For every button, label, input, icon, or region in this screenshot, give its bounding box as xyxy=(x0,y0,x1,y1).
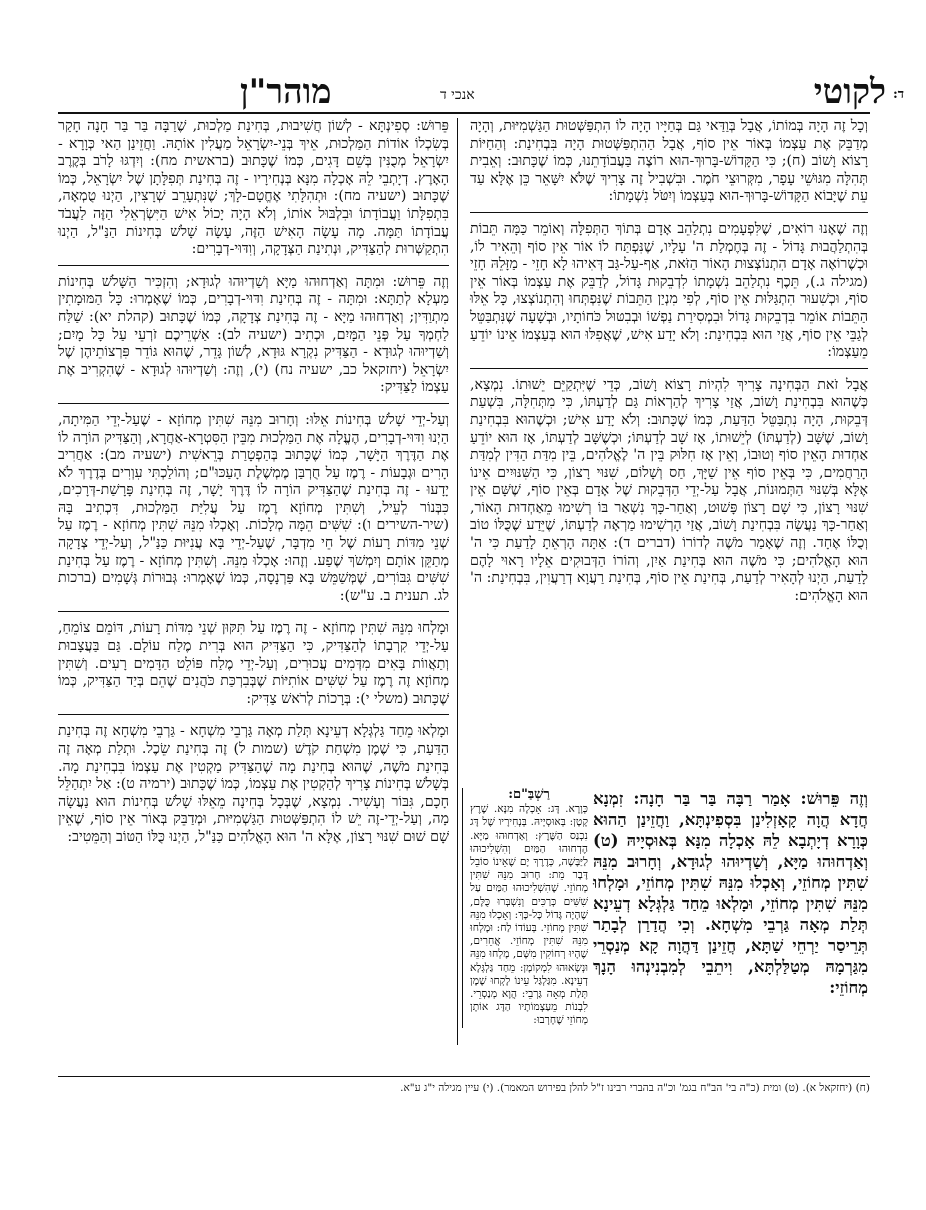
commentary-text: כְּוָרָא. דָּג: אָכְלָה מִנָּא. שֶׁרֶץ קָטָן: בְּאוּסְיָיהּ. בְּנְחִירָיו שֶׁל דָּג נִכְנַס הַשֶּׁרֶץ: וְאַדְחוּהוּ מַיָּא. הֶדְחוּהוּ הַמַּיִם וְהִשְׁלִיכוּהוּ לַיַּבָּשָׁה, כְּדֶרֶךְ יָם שֶׁאֵינוֹ סוֹבֵל דָּבָר מֵת: חָרוּב מִנֵּהּ שִׁתִּין מְחוֹזֵי. שֶׁהִשְׁלִיכוּהוּ הַמַּיִם עַל שִׁשִּׁים כְּרַכִּים וְנִשְׁבְּרוּ כֻּלָּם, שֶׁהָיָה גָּדוֹל כָּל-כָּךְ: וְאָכְלוּ מִנֵּהּ שִׁתִּין מְחוֹזֵי. בְּעוֹדוֹ לַח: וּמָלְחוּ מִנֵּהּ שִׁתִּין מְחוֹזֵי. אֲחֵרִים, שֶׁהָיוּ רְחוֹקִין מִשָּׁם, מָלְחוּ מִנֵּהּ וּנְשָׂאוּהוּ לִמְקוֹמָן: מֵחַד גַּלְגְּלָא דְעֵינָא. מִגַּלְגַּל עֵינוֹ לָקְחוּ שֶׁמֶן תְּלַת מְאָה גַּרְבֵי: הֲוָא מְנַסְרֵי. לִבְנוֹת מֵעַצְמוֹתָיו הַדָּג אוֹתָן מְחוֹזֵי שֶׁחָרְבוּ: xyxy=(470,803,588,1027)
paragraph-divider xyxy=(58,714,449,715)
footnotes: (ח) (יחזקאל א). (ט) ומית (כ"ה בי' הב"ח בגמ' וכ"ה בהברי רבינו ז"ל להלן בפירוש המאמר). (י) עיין מגילה י"ג ע"א. xyxy=(400,1082,870,1094)
page-number: ד: xyxy=(892,87,904,102)
footnote-rule xyxy=(58,1076,870,1077)
paragraph: וְכָל זֶה הָיָה בְּמוֹתוֹ, אֲבָל בְּוַדַּאי גַּם בְּחַיָּיו הָיָה לוֹ הִתְפַּשְּׁטוּת הַגַּשְׁמִיּוּת, וְהָיָה מְדַבֵּק אֶת עַצְמוֹ בְּאוֹר אֵין סוֹף, אֲבָל הַהִתְפַּשְּׁטוּת הָיָה בִּבְחִינַת: וְהַחַיּוֹת רָצוֹא וָשׁוֹב (ח); כִּי הַקָּדוֹשׁ-בָּרוּךְ-הוּא רוֹצֶה בַּעֲבוֹדָתֵנוּ, כְּמוֹ שֶׁכָּתוּב: וְאֵבִית תְּהִלָּה מִגּוּשֵׁי עָפָר, מִקְּרוּצֵי חֹמֶר. וּבִשְׁבִיל זֶה צָרִיךְ שֶׁלֹּא יִשָּׁאֵר כֵּן אֶלָּא עַד עֵת שֶׁיָּבוֹא הַקָּדוֹשׁ-בָּרוּךְ-הוּא בְּעַצְמוֹ וְיִטֹּל נִשְׁמָתוֹ: xyxy=(470,118,868,205)
running-title-left: מוהר"ן xyxy=(240,72,332,112)
paragraph: אֲבָל זֹאת הַבְּחִינָה צָרִיךְ לִהְיוֹת רָצוֹא וָשׁוֹב, כְּדֵי שֶׁיִּתְקַיֵּם יֵשׁוּתוֹ. נִמְצָא, כְּשֶׁהוּא בִּבְחִינַת וָשׁוֹב, אֲזַי צָרִיךְ לְהַרְאוֹת גַּם לְדַעְתּוֹ, כִּי מִתְּחִלָּה, בִּשְׁעַת דְּבֵקוּת, הָיָה נִתְבַּטֵּל הַדַּעַת, כְּמוֹ שֶׁכָּתוּב: וְלֹא יָדַע אִישׁ; וּכְשֶׁהוּא בִּבְחִינַת וָשׁוֹב, שֶׁשָּׁב (לְדַעְתּוֹ) לְיֵשׁוּתוֹ, אָז שָׁב לְדַעְתּוֹ; וּכְשֶׁשָּׁב לְדַעְתּוֹ, אָז הוּא יוֹדֵעַ אַחְדוּת הָאֵין סוֹף וְטוּבוֹ, וְאֵין אָז חִלּוּק בֵּין ה' לֶאֱלֹהִים, בֵּין מִדַּת הַדִּין לְמִדַּת הָרַחֲמִים, כִּי בְּאֵין סוֹף אֵין שַׁיָּךְ, חַס וְשָׁלוֹם, שִׁנּוּי רָצוֹן, כִּי הַשִּׁנּוּיִים אֵינוֹ אֶלָּא בְּשִׁנּוּי הַתְּמוּנוֹת, אֲבָל עַל-יְדֵי הַדְּבֵקוּת שֶׁל אָדָם בְּאֵין סוֹף, שֶׁשָּׁם אֵין שִׁנּוּי רָצוֹן, כִּי שָׁם רָצוֹן פָּשׁוּט, וְאַחַר-כָּךְ נִשְׁאַר בּוֹ רְשִׁימוּ מֵאַחְדוּת הָאוֹר, וְאַחַר-כָּךְ נַעֲשָׂה בִּבְחִינַת וָשׁוֹב, אֲזַי הָרְשִׁימוּ מַרְאָה לְדַעְתּוֹ, שֶׁיֵּדַע שֶׁכֻּלּוֹ טוֹב וְכֻלּוֹ אֶחָד. וְזֶה שֶׁאָמַר מֹשֶׁה לְדוֹרוֹ (דברים ד): אַתָּה הָרְאֵתָ לָדַעַת כִּי ה' הוּא הָאֱלֹהִים; כִּי מֹשֶׁה הוּא בְּחִינַת אַיִן, וְהוֹרוֹ הַדְּבוּקִים אֵלָיו רָאוּי לָהֶם לָדַעַת, הַיְנוּ לְהָאִיר לְדַעַת, בְּחִינַת אֵין סוֹף, בְּחִינַת רַעֲוָא דְרַעֲוִין, בִּבְחִינַת: ה' הוּא הָאֱלֹהִים: xyxy=(470,376,868,604)
section-label: אנכי ד xyxy=(440,87,475,103)
paragraph-divider xyxy=(58,403,449,404)
paragraph-divider xyxy=(58,611,449,612)
right-column xyxy=(470,118,868,611)
paragraph-divider xyxy=(58,265,449,266)
paragraph-divider xyxy=(470,368,868,369)
paragraph: וְעַל-יְדֵי שָׁלֹשׁ בְּחִינוֹת אֵלּוּ: וְחָרוּב מִנֵּהּ שִׁתִּין מְחוֹזָא - שֶׁעַל-יְדֵי הַמִּיתָה, הַיְנוּ וִדּוּי-דְבָרִים, הֶעֱלָה אֶת הַמַּלְכוּת מִבֵּין הַסִּטְרָא-אַחֲרָא, וְהַצַּדִּיק הוֹרָה לוֹ אֶת הַדֶּרֶךְ הַיָּשָׁר, כְּמוֹ שֶׁכָּתוּב בְּהַפְטָרַת בְּרֵאשִׁית (ישעיה מב): אַחֲרִיב הָרִים וּגְבָעוֹת - רֶמֶז עַל חֻרְבַּן מֶמְשֶׁלֶת הָעַכּוּ"ם; וְהוֹלַכְתִּי עִוְרִים בְּדֶרֶךְ לֹא יָדָעוּ - זֶה בְּחִינַת שֶׁהַצַּדִּיק הוֹרָה לוֹ דֶּרֶךְ יָשָׁר, זֶה בְּחִינַת פָּרָשַׁת-דְּרָכִים, כִּבְּנוֹר לְעֵיל, וְשִׁתִּין מְחוֹזָא רֶמֶז עַל עֲלִיַּת הַמַּלְכוּת, דִּכְתִיב בָּהּ (שיר-השירים ו): שִׁשִּׁים הֵמָּה מְלָכוֹת. וְאָכְלוּ מִנֵּהּ שִׁתִּין מְחוֹזָא - רֶמֶז עַל שְׁנֵי מִדּוֹת רָעוֹת שֶׁל חֵי מִדְבָּר, שֶׁעַל-יְדֵי בָּא עֲנִיּוּת כַּנַּ"ל, וְעַל-יְדֵי צְדָקָה מְתַקֵּן אוֹתָם וְיִמְשֹׁךְ שֶׁפַע. וְזֶהוּ: אָכְלוּ מִנֵּהּ. וְשִׁתִּין מְחוֹזָא - רֶמֶז עַל בְּחִינַת שִׁשִּׁים גִּבּוֹרִים, שֶׁמְּשַׁמֵּשׁ בָּא פַּרְנָסָה, כְּמוֹ שֶׁאָמְרוּ: גְּבוּרוֹת גְּשָׁמִים (ברכות לג. תענית ב. ע"ש): xyxy=(58,411,449,604)
talmud-quote-block: וְזֶה פֵּרוּשׁ: אָמַר רַבָּה בַּר בַּר חָנָה: זִמְנָא חֲדָא הֲוָה קָאָזְלִינַן בִּסְפִינְתָּא, וַחֲזֵינַן הַהוּא כְּוָרָא דְיָתְבָא לֵהּ אָכְלָה מִנָּא בְּאוּסְיָיהּ (ט) וְאַדְחוּהוּ מַיָּא, וְשַׁדְיוּהוּ לְגוּדָא, וְחָרוּב מִנֵּהּ שִׁתִּין מְחוֹזֵי, וְאָכְלוּ מִנֵּהּ שִׁתִּין מְחוֹזֵי, וּמָלְחוּ מִנֵּהּ שִׁתִּין מְחוֹזֵי, וּמָלְאוּ מֵחַד גַּלְגְּלָא דְעֵינָא תְּלַת מְאָה גַּרְבֵי מִשְׁחָא. וְכִי הֲדַרַן לְבָתַר תְּרֵיסַר יַרְחֵי שַׁתָּא, חֲזֵינַן דַּהֲוָה קָא מְנַסְרֵי מִגַּרְמָהּ מְטַלַּלְתָּא, וִיתֵבֵי לְמִבְנִינְהוּ הָנָךְ מְחוֹזֵי: xyxy=(593,789,868,997)
commentary-title: רַשְׁבַּ"ם: xyxy=(508,787,550,802)
header-rule xyxy=(58,112,870,114)
running-title-right: לקוטי xyxy=(813,72,886,112)
paragraph-divider xyxy=(470,212,868,213)
paragraph: וּמָלְאוּ מֵחַד גַּלְגְּלָא דְעֵינָא תְּלַת מְאָה גַּרְבֵי מִשְׁחָא - גַּרְבֵי מִשְׁחָא זֶה בְּחִינַת הַדַּעַת, כִּי שֶׁמֶן מִשְׁחַת קֹדֶשׁ (שמות ל) זֶה בְּחִינַת שֵׂכֶל. וּתְלַת מְאָה זֶה בְּחִינַת מֹשֶׁה, שֶׁהוּא בְּחִינַת מָה שֶׁהַצַּדִּיק מַקְטִין אֶת עַצְמוֹ בִּבְחִינַת מָה. בְּשָׁלֹשׁ בְּחִינוֹת צָרִיךְ לְהַקְטִין אֶת עַצְמוֹ, כְּמוֹ שֶׁכָּתוּב (ירמיה ט): אַל יִתְהַלֵּל חָכָם, גִּבּוֹר וְעָשִׁיר. נִמְצָא, שֶׁבְּכָל בְּחִינָה מֵאֵלּוּ שָׁלֹשׁ בְּחִינוֹת הוּא נַעֲשָׂה מָה, וְעַל-יְדֵי-זֶה יֵשׁ לוֹ הִתְפַּשְּׁטוּת הַגַּשְׁמִיּוּת, וּמְדַבֵּק בְּאוֹר אֵין סוֹף, שֶׁאֵין שָׁם שׁוּם שִׁנּוּי רָצוֹן, אֶלָּא ה' הוּא הָאֱלֹהִים כַּנַּ"ל, הַיְנוּ כֻּלּוֹ הַטּוֹב וְהַמֵּטִיב: xyxy=(57,723,449,845)
paragraph: וְזֶה פֵּרוּשׁ: וּמִתָּה וְאַדְחוּהוּ מַיָּא וְשַׁדְיוּהוּ לְגוּדָא; וְהִזְכִּיר הַשָּׁלֹשׁ בְּחִינוֹת מַעְלָא לְתַתָּא: וּמִתָּה - זֶה בְּחִינַת וִדּוּי-דְבָרִים, כְּמוֹ שֶׁאָמְרוּ: כָּל הַמּוּמָתִין מִתְוַדִּין; וְאַדְחוּהוּ מַיָּא - זֶה בְּחִינַת צְדָקָה, כְּמוֹ שֶׁכָּתוּב (קהלת יא): שַׁלַּח לַחְמְךָ עַל פְּנֵי הַמָּיִם, וּכְתִיב (ישעיה לב): אַשְׁרֵיכֶם זֹרְעֵי עַל כָּל מָיִם; וְשַׁדְיוּהוּ לְגוּדָא - הַצַּדִּיק נִקְרָא גּוּדָא, לְשׁוֹן גָּדֵר, שֶׁהוּא גּוֹדֵר פִּרְצוֹתֵיהֶן שֶׁל יִשְׂרָאֵל (יחזקאל כב, ישעיה נח) (י), וְזֶה: וְשַׁדְיוּהוּ לְגוּדָא - שֶׁהִקְרִיב אֶת עַצְמוֹ לַצַּדִּיק: xyxy=(58,273,449,396)
left-column xyxy=(58,118,449,853)
commentary-box xyxy=(470,788,588,1028)
paragraph: וְזֶה שֶׁאָנוּ רוֹאִים, שֶׁלִּפְעָמִים נִתְלַהֵב אָדָם בְּתוֹךְ הַתְּפִלָּה וְאוֹמֵר כַּמָּה תֵּבוֹת בְּהִתְלַהֲבוּת גָּדוֹל - זֶה בְּחֶמְלַת ה' עָלָיו, שֶׁנִּפְתַּח לוֹ אוֹר אֵין סוֹף וְהֵאִיר לוֹ, וּכְשֶׁרוֹאֶה אָדָם הִתְנוֹצְצוּת הָאוֹר הַזֹּאת, אַף-עַל-גַּב דְּאִיהוּ לָא חָזֵי - מַזָּלֵהּ חָזֵי (מגילה ג.), תֵּכֶף נִתְלַהֵב נִשְׁמָתוֹ לִדְבֵקוּת גָּדוֹל, לְדַבֵּק אֶת עַצְמוֹ בְּאוֹר אֵין סוֹף, וּכְשִׁעוּר הִתְגַּלּוּת אֵין סוֹף, לְפִי מִנְיַן הַתֵּבוֹת שֶׁנִּפְתְּחוּ וְהִתְנוֹצְצוּ, כָּל אֵלּוּ הַתֵּבוֹת אוֹמֵר בִּדְבֵקוּת גָּדוֹל וּבִמְסִירַת נַפְשׁוֹ וּבְבִטּוּל כֹּחוֹתָיו, וּבְשָׁעָה שֶׁנִּתְבַּטֵּל לְגַבֵּי אֵין סוֹף, אֲזַי הוּא בִּבְחִינַת: וְלֹא יָדַע אִישׁ, שֶׁאֲפִלּוּ הוּא בְּעַצְמוֹ אֵינוֹ יוֹדֵעַ מֵעַצְמוֹ: xyxy=(470,220,868,361)
paragraph: פֵּרוּשׁ: סְפִינְתָּא - לְשׁוֹן חֲשִׁיבוּת, בְּחִינַת מַלְכוּת, שֶׁרַבָּה בַּר בַּר חָנָה חָקַר בְּשִׂכְלוֹ אוֹדוֹת הַמַּלְכוּת, אֵיךְ בְּנֵי-יִשְׂרָאֵל מַעֲלִין אוֹתָהּ. וַחֲזֵינַן הַאי כְּוָרָא - יִשְׂרָאֵל מְכֻנִּין בְּשֵׁם דָּגִים, כְּמוֹ שֶׁכָּתוּב (בראשית מח): וְיִדְגּוּ לָרֹב בְּקֶרֶב הָאָרֶץ. דְיָתְבֵי לֵהּ אָכְלָה מִנָּא בְּנְחִירָיו - זֶה בְּחִינַת תְּפִלָּתָן שֶׁל יִשְׂרָאֵל, כְּמוֹ שֶׁכָּתוּב (ישעיה מח): וּתְהִלָּתִי אֶחֱטָם-לָךְ; שֶׁנִּתְעָרֵב שְׁרָצִין, הַיְנוּ טֻמְאָה, בִּתְפִלָּתוֹ וַעֲבוֹדָתוֹ וּבִלְבּוּל אוֹתוֹ, וְלֹא הָיָה יָכוֹל אִישׁ הַיִּשְׂרְאֵלִי הַזֶּה לַעֲבֹד עֲבוֹדָתוֹ תַּמָּה. מָה עָשָׂה הָאִישׁ הַזֶּה, עָשָׂה שָׁלֹשׁ בְּחִינוֹת הַנַּ"ל, הַיְנוּ הִתְקַשְּׁרוּת לְהַצַּדִּיק, וּנְתִינַת הַצְּדָקָה, וְוִדּוּי-דְבָרִים: xyxy=(58,118,449,258)
commentary-divider xyxy=(462,788,463,1028)
paragraph: וּמָלְחוּ מִנֵּהּ שִׁתִּין מְחוֹזָא - זֶה רֶמֶז עַל תִּקּוּן שְׁנֵי מִדּוֹת רָעוֹת, דּוֹמֵם צוֹמֵחַ, עַל-יְדֵי קִרְבָתוֹ לְהַצַּדִּיק, כִּי הַצַּדִּיק הוּא בְּרִית מֶלַח עוֹלָם. גַּם בַּעֲצָבוּת וְתַאֲווֹת בָּאִים מִדְּמִים עֲכוּרִים, וְעַל-יְדֵי מֶלַח פּוֹלֵט הַדָּמִים רָעִים. וְשִׁתִּין מְחוֹזָא זֶה רֶמֶז עַל שִׁשִּׁים אוֹתִיּוֹת שֶׁבְּבִרְכַּת כֹּהֲנִים שֶׁהֵם בְּיַד הַצַּדִּיק, כְּמוֹ שֶׁכָּתוּב (משלי י): בְּרָכוֹת לְרֹאשׁ צַדִּיק: xyxy=(58,620,449,707)
column-divider xyxy=(457,118,458,1045)
